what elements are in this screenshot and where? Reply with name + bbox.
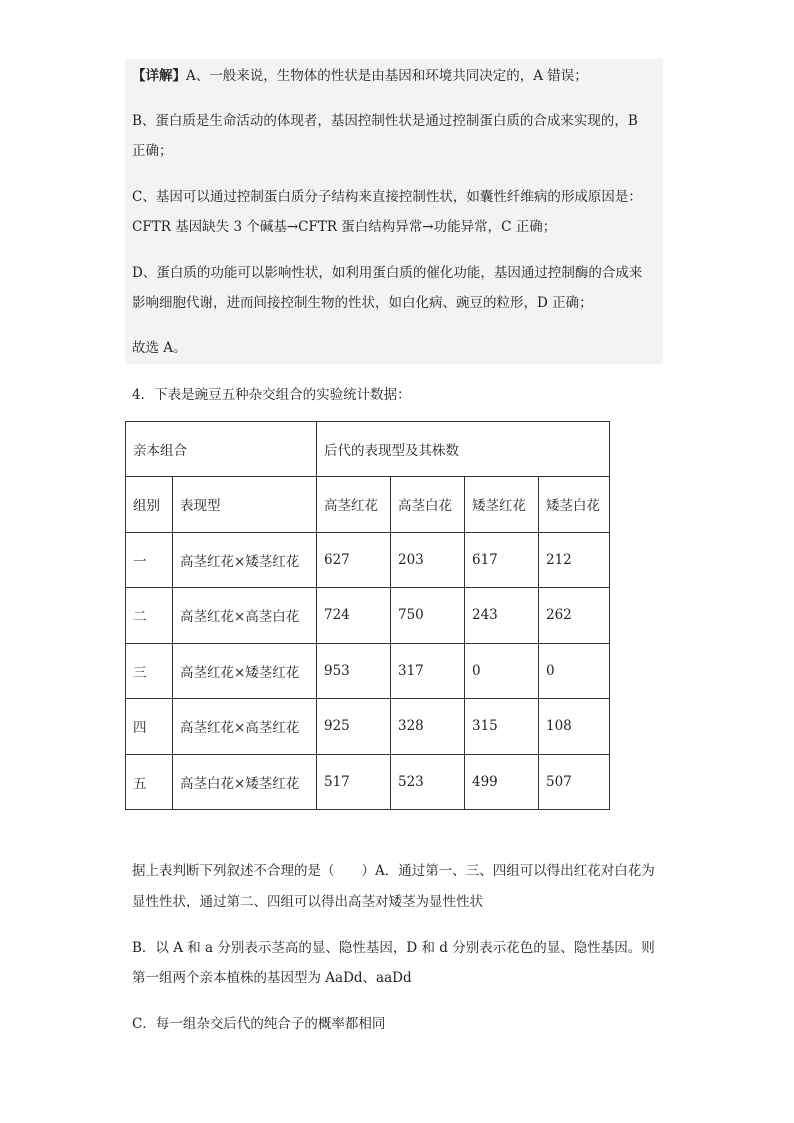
table-cell: 517 xyxy=(317,754,391,810)
question-line-2: 显性性状，通过第二、四组可以得出高茎对矮茎为显性性状 xyxy=(132,894,483,910)
table-cell: 高茎白花×矮茎红花 xyxy=(173,754,317,810)
explanation-line-7: 影响细胞代谢，进而间接控制生物的性状，如白化病、豌豆的粒形，D 正确； xyxy=(132,295,593,311)
table-cell: 高茎红花×矮茎红花 xyxy=(173,532,317,588)
table-cell: 高茎红花×高茎红花 xyxy=(173,699,317,755)
table-cell: 617 xyxy=(465,532,539,588)
header-cell: 高茎白花 xyxy=(391,477,465,533)
table-cell: 0 xyxy=(539,643,610,699)
explanation-line-8: 故选 A。 xyxy=(132,340,187,356)
table-cell: 0 xyxy=(465,643,539,699)
table-cell: 一 xyxy=(126,532,173,588)
explanation-line-3: 正确； xyxy=(132,143,173,159)
header-cell: 高茎红花 xyxy=(317,477,391,533)
question-line-1: 据上表判断下列叙述不合理的是（ ）A．通过第一、三、四组可以得出红花对白花为 xyxy=(132,863,655,879)
explanation-block xyxy=(125,59,663,364)
table-row xyxy=(126,588,610,644)
table-cell: 750 xyxy=(391,588,465,644)
table-cell: 953 xyxy=(317,643,391,699)
table-cell: 262 xyxy=(539,588,610,644)
data-table xyxy=(125,421,610,810)
table-cell: 499 xyxy=(465,754,539,810)
table-cell: 203 xyxy=(391,532,465,588)
explanation-label: 【详解】 xyxy=(132,68,186,84)
table-cell: 243 xyxy=(465,588,539,644)
table-cell: 328 xyxy=(391,699,465,755)
explanation-line-6: D、蛋白质的功能可以影响性状，如利用蛋白质的催化功能，基因通过控制酶的合成来 xyxy=(132,265,643,281)
table-row xyxy=(126,532,610,588)
header-cell: 表现型 xyxy=(173,477,317,533)
table-cell: 925 xyxy=(317,699,391,755)
table-cell: 三 xyxy=(126,643,173,699)
header-cell: 矮茎白花 xyxy=(539,477,610,533)
option-b-line-1: B．以 A 和 a 分别表示茎高的显、隐性基因，D 和 d 分别表示花色的显、隐性基因。则 xyxy=(132,940,655,956)
table-cell: 108 xyxy=(539,699,610,755)
table-cell: 507 xyxy=(539,754,610,810)
table-row xyxy=(126,699,610,755)
option-b-line-2: 第一组两个亲本植株的基因型为 AaDd、aaDd xyxy=(132,970,412,986)
table-cell: 523 xyxy=(391,754,465,810)
option-c-line: C．每一组杂交后代的纯合子的概率都相同 xyxy=(132,1016,386,1032)
explanation-line-5: CFTR 基因缺失 3 个碱基→CFTR 蛋白结构异常→功能异常，C 正确； xyxy=(132,219,557,235)
explanation-line-4: C、基因可以通过控制蛋白质分子结构来直接控制性状，如囊性纤维病的形成原因是： xyxy=(132,189,642,205)
table-row xyxy=(126,754,610,810)
explanation-line-1: 【详解】A、一般来说，生物体的性状是由基因和环境共同决定的，A 错误； xyxy=(132,68,588,84)
table-cell: 二 xyxy=(126,588,173,644)
table-cell: 317 xyxy=(391,643,465,699)
table-cell: 627 xyxy=(317,532,391,588)
question-title: 4．下表是豌豆五种杂交组合的实验统计数据： xyxy=(132,387,411,403)
table-cell: 315 xyxy=(465,699,539,755)
header-parent-combo: 亲本组合 xyxy=(126,422,317,477)
table-cell: 724 xyxy=(317,588,391,644)
table-cell: 212 xyxy=(539,532,610,588)
table-cell: 高茎红花×高茎白花 xyxy=(173,588,317,644)
table-header-row-1 xyxy=(126,422,610,477)
table-cell: 四 xyxy=(126,699,173,755)
table-cell: 五 xyxy=(126,754,173,810)
header-cell: 组别 xyxy=(126,477,173,533)
table-header-row-2 xyxy=(126,477,610,533)
header-offspring: 后代的表现型及其株数 xyxy=(317,422,610,477)
table-cell: 高茎红花×矮茎红花 xyxy=(173,643,317,699)
explanation-line-2: B、蛋白质是生命活动的体现者，基因控制性状是通过控制蛋白质的合成来实现的，B xyxy=(132,113,638,129)
header-cell: 矮茎红花 xyxy=(465,477,539,533)
table-row xyxy=(126,643,610,699)
